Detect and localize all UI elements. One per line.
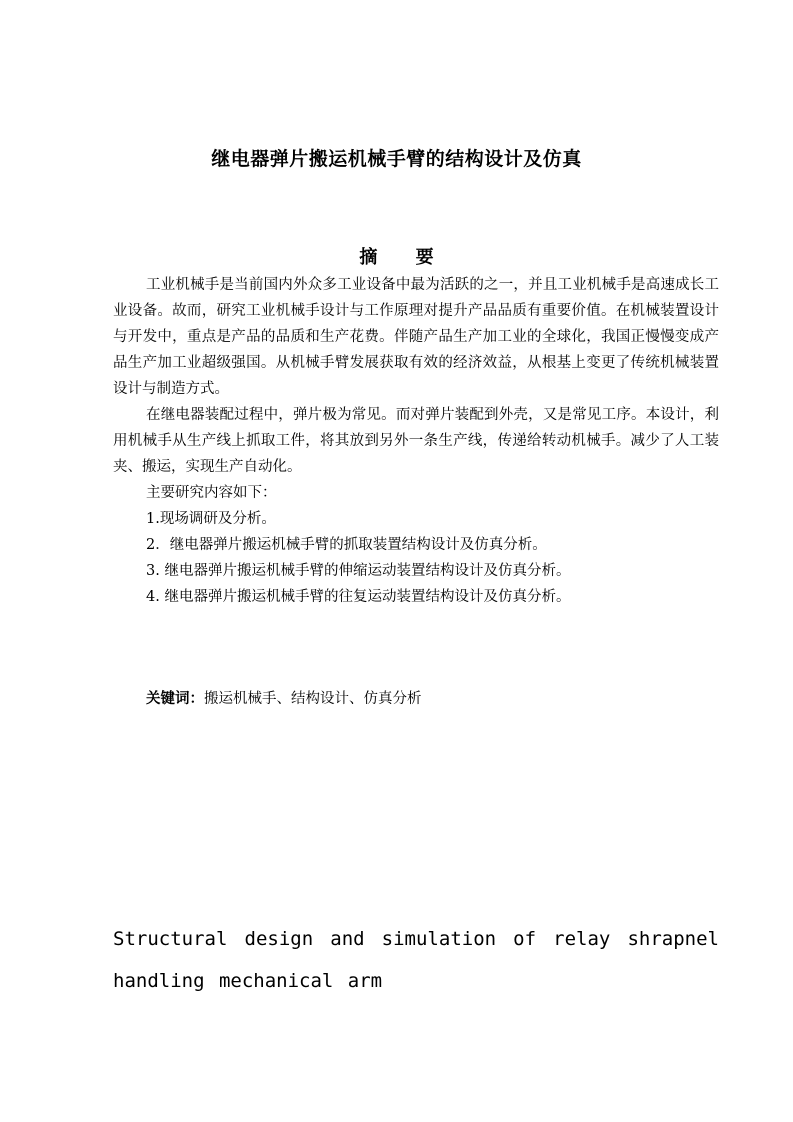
page-title: 继电器弹片搬运机械手臂的结构设计及仿真	[211, 148, 582, 170]
abstract-paragraph-2: 在继电器装配过程中，弹片极为常见。而对弹片装配到外壳，又是常见工序。本设计，利用机械手从生产线上抓取工件，将其放到另外一条生产线，传递给转动机械手。减少了人工装夹、搬运，实现生产自动化。	[113, 407, 719, 475]
research-item-1: 1.现场调研及分析。	[146, 511, 276, 527]
keywords-line	[146, 686, 422, 712]
research-item-2: 2．继电器弹片搬运机械手臂的抓取装置结构设计及仿真分析。	[146, 537, 547, 553]
research-item-4: 4. 继电器弹片搬运机械手臂的往复运动装置结构设计及仿真分析。	[146, 589, 571, 605]
research-item-3: 3. 继电器弹片搬运机械手臂的伸缩运动装置结构设计及仿真分析。	[146, 563, 571, 579]
abstract-heading: 摘 要	[359, 247, 450, 268]
keywords-value: 搬运机械手、结构设计、仿真分析	[204, 691, 422, 707]
abstract-body	[113, 272, 719, 610]
abstract-paragraph-1: 工业机械手是当前国内外众多工业设备中最为活跃的之一，并且工业机械手是高速成长工业设备。故而，研究工业机械手设计与工作原理对提升产品品质有重要价值。在机械装置设计与开发中，重点是产品的品质和生产花费。伴随产品生产加工业的全球化，我国正慢慢变成产品生产加工业超级强国。从机械手臂发展获取有效的经济效益，从根基上变更了传统机械装置设计与制造方式。	[113, 277, 719, 397]
english-title: Structural design and simulation of relay shrapnel handling mechanical arm	[113, 928, 719, 992]
keywords-label: 关键词：	[146, 690, 204, 707]
research-content-intro: 主要研究内容如下：	[146, 485, 277, 501]
